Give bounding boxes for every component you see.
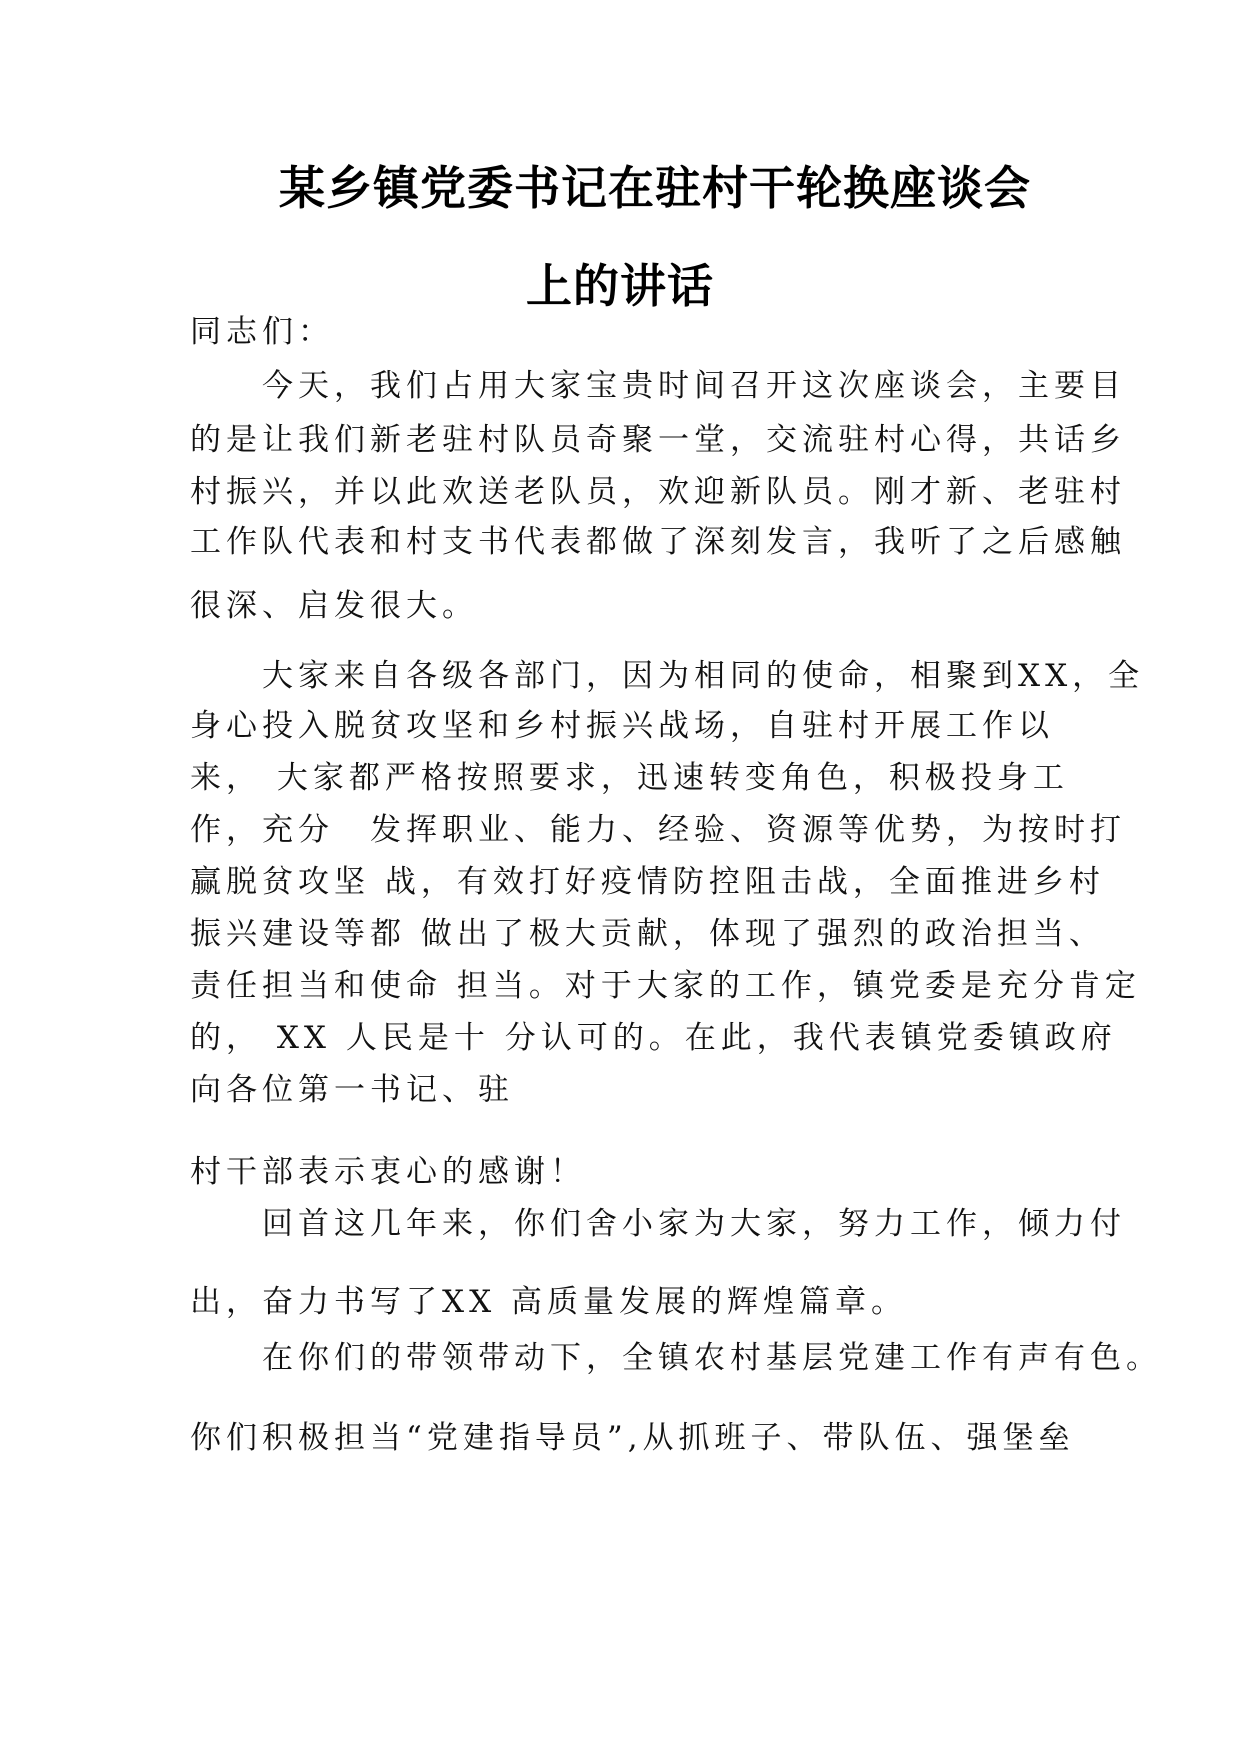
body-line: 你们积极担当“党建指导员”,从抓班子、带队伍、强堡垒 (190, 1420, 1075, 1456)
body-line: 作，充分 发挥职业、能力、经验、资源等优势，为按时打 (190, 812, 1126, 848)
body-line: 责任担当和使命 担当。对于大家的工作，镇党委是充分肯定 (190, 968, 1141, 1004)
body-line: 振兴建设等都 做出了极大贡献，体现了强烈的政治担当、 (190, 916, 1105, 952)
body-line: 向各位第一书记、驻 (190, 1072, 514, 1108)
body-line: 今天，我们占用大家宝贵时间召开这次座谈会，主要目 (190, 368, 1126, 404)
body-line: 大家来自各级各部门，因为相同的使命，相聚到XX，全 (190, 658, 1145, 694)
body-line: 的， XX 人民是十 分认可的。在此，我代表镇党委镇政府 (190, 1020, 1117, 1056)
body-line: 出，奋力书写了XX 高质量发展的辉煌篇章。 (190, 1284, 907, 1320)
document-title-line-1: 某乡镇党委书记在驻村干轮换座谈会 (279, 161, 1031, 215)
body-line: 赢脱贫攻坚 战，有效打好疫情防控阻击战，全面推进乡村 (190, 864, 1105, 900)
body-line: 来， 大家都严格按照要求，迅速转变角色，积极投身工 (190, 760, 1069, 796)
salutation: 同志们： (190, 314, 334, 350)
body-line: 村干部表示衷心的感谢！ (190, 1154, 586, 1190)
body-line: 的是让我们新老驻村队员奇聚一堂，交流驻村心得，共话乡 (190, 422, 1126, 458)
body-line: 回首这几年来，你们舍小家为大家，努力工作，倾力付 (190, 1206, 1126, 1242)
body-line: 工作队代表和村支书代表都做了深刻发言，我听了之后感触 (190, 524, 1126, 560)
body-line: 很深、启发很大。 (190, 588, 478, 624)
document-title-line-2: 上的讲话 (526, 259, 714, 313)
body-line: 身心投入脱贫攻坚和乡村振兴战场，自驻村开展工作以 (190, 708, 1054, 744)
body-line: 在你们的带领带动下，全镇农村基层党建工作有声有色。 (190, 1340, 1162, 1376)
body-line: 村振兴，并以此欢送老队员，欢迎新队员。刚才新、老驻村 (190, 474, 1126, 510)
